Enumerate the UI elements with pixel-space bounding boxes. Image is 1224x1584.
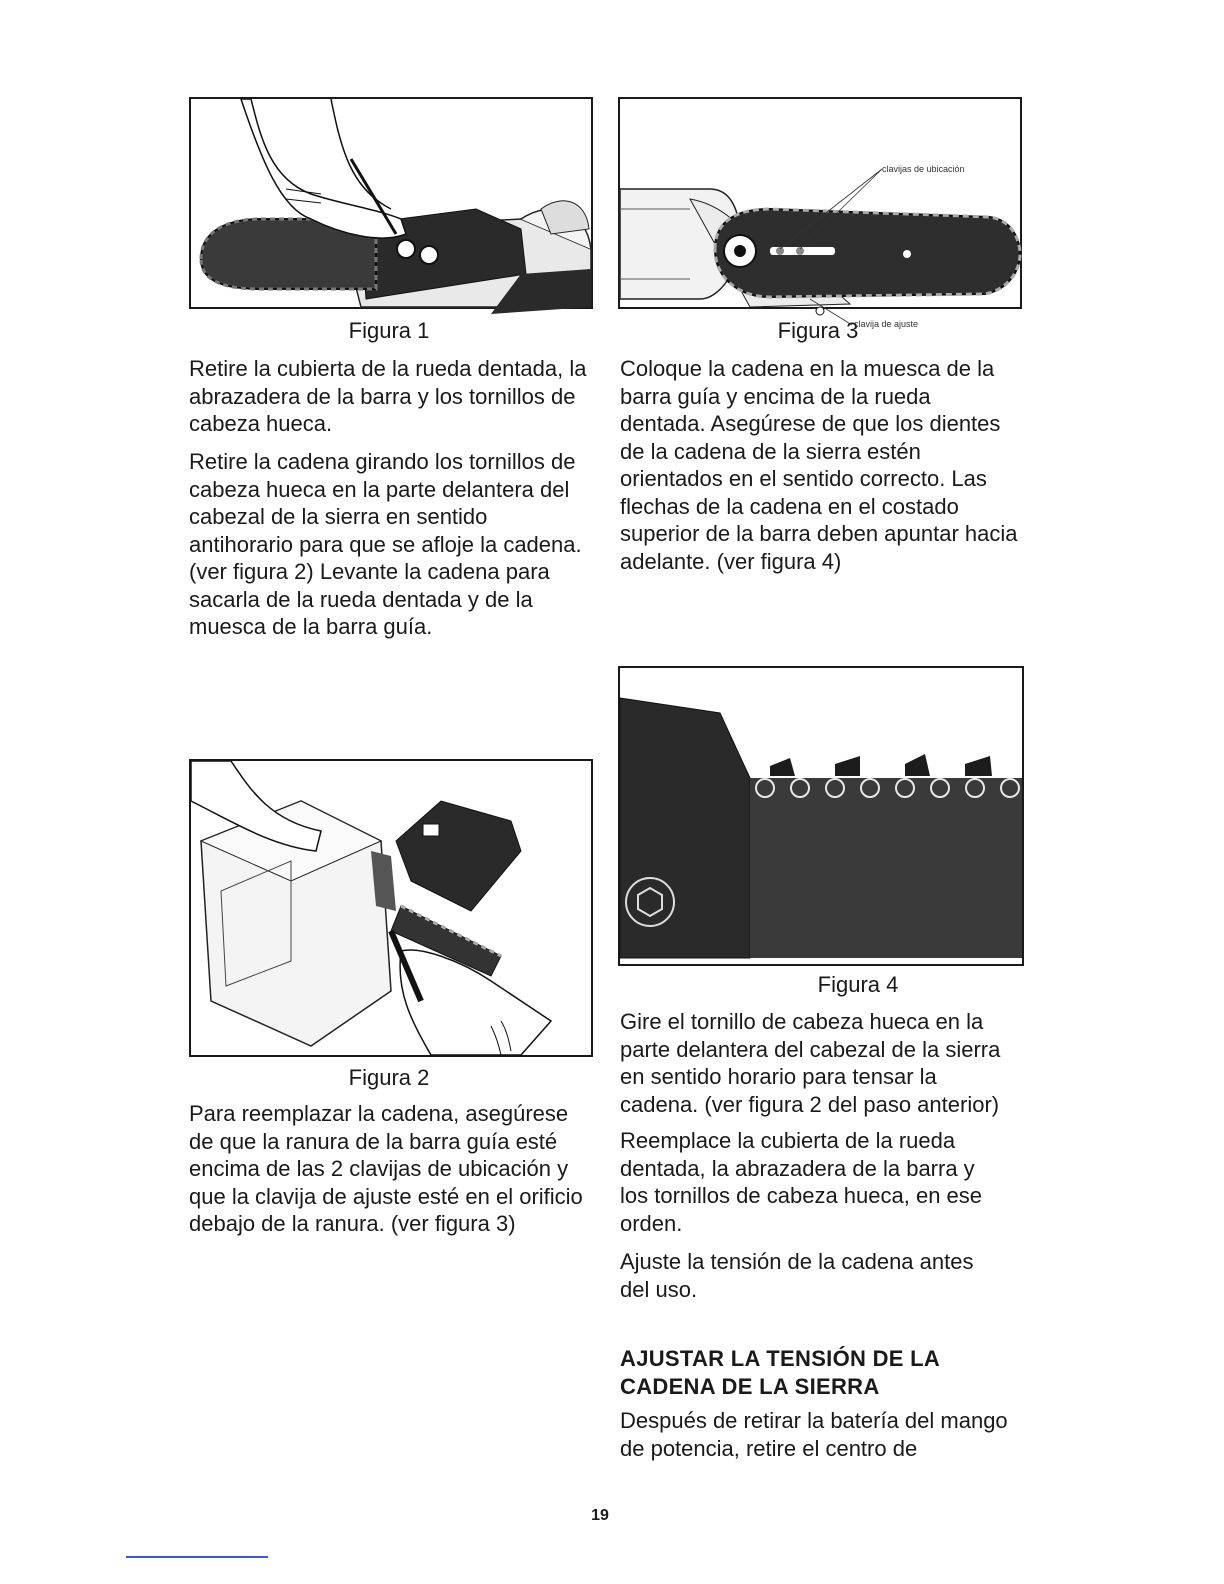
- figure-3-caption: Figura 3: [777, 318, 859, 343]
- footer-rule: [126, 1556, 268, 1558]
- right-paragraph-5: Después de retirar la batería del mango de potencia, retire el centro de: [620, 1408, 1008, 1461]
- page-number: 19: [591, 1507, 609, 1524]
- figure-4-caption: Figura 4: [817, 972, 899, 997]
- right-paragraph-1: Coloque la cadena en la muesca de la barra guía y encima de la rueda dentada. Asegúrese de que los dientes de la cadena de la sierra estén orientados en el sentido correcto. Las flechas de la cadena en el costado superior de la barra deben apuntar hacia adelante. (ver figura 4): [620, 356, 1018, 574]
- right-paragraph-3: Reemplace la cubierta de la rueda dentada, la abrazadera de la barra y los tornillos de cabeza hueca, en ese orden.: [620, 1128, 983, 1236]
- section-heading-chain-tension: AJUSTAR LA TENSIÓN DE LA CADENA DE LA SIERRA: [620, 1346, 940, 1399]
- figure-4-illustration: [618, 666, 1024, 966]
- left-paragraph-2: Retire la cadena girando los tornillos de cabeza hueca en la parte delantera del cabezal de la sierra en sentido antihorario para que se afloje la cadena. (ver figura 2) Levante la cadena para sacarla de la rueda dentada y de la muesca de la barra guía.: [189, 449, 582, 639]
- left-paragraph-1: Retire la cubierta de la rueda dentada, la abrazadera de la barra y los tornillos de cabeza hueca.: [189, 356, 587, 436]
- right-paragraph-2: Gire el tornillo de cabeza hueca en la parte delantera del cabezal de la sierra en sentido horario para tensar la cadena. (ver figura 2 del paso anterior): [620, 1009, 1001, 1117]
- adjust-pin-callout: clavija de ajuste: [854, 319, 919, 329]
- locating-pins-callout: clavijas de ubicación: [882, 164, 965, 174]
- left-paragraph-3: Para reemplazar la cadena, asegúrese de que la ranura de la barra guía esté encima de las 2 clavijas de ubicación y que la clavija de ajuste esté en el orificio debajo de la ranura. (ver figura 3): [189, 1101, 583, 1236]
- right-paragraph-4: Ajuste la tensión de la cadena antes del uso.: [620, 1249, 974, 1302]
- figure-3-illustration: [618, 97, 1022, 329]
- figure-1-caption: Figura 1: [348, 318, 430, 343]
- figure-4-drawing: [620, 668, 1022, 964]
- figure-2-caption: Figura 2: [348, 1065, 430, 1090]
- figure-2-drawing: [191, 761, 591, 1055]
- figure-2-illustration: [189, 759, 593, 1057]
- figure-1-illustration: [189, 97, 593, 309]
- figure-1-drawing: [191, 99, 591, 307]
- figure-3-drawing: [620, 99, 1020, 329]
